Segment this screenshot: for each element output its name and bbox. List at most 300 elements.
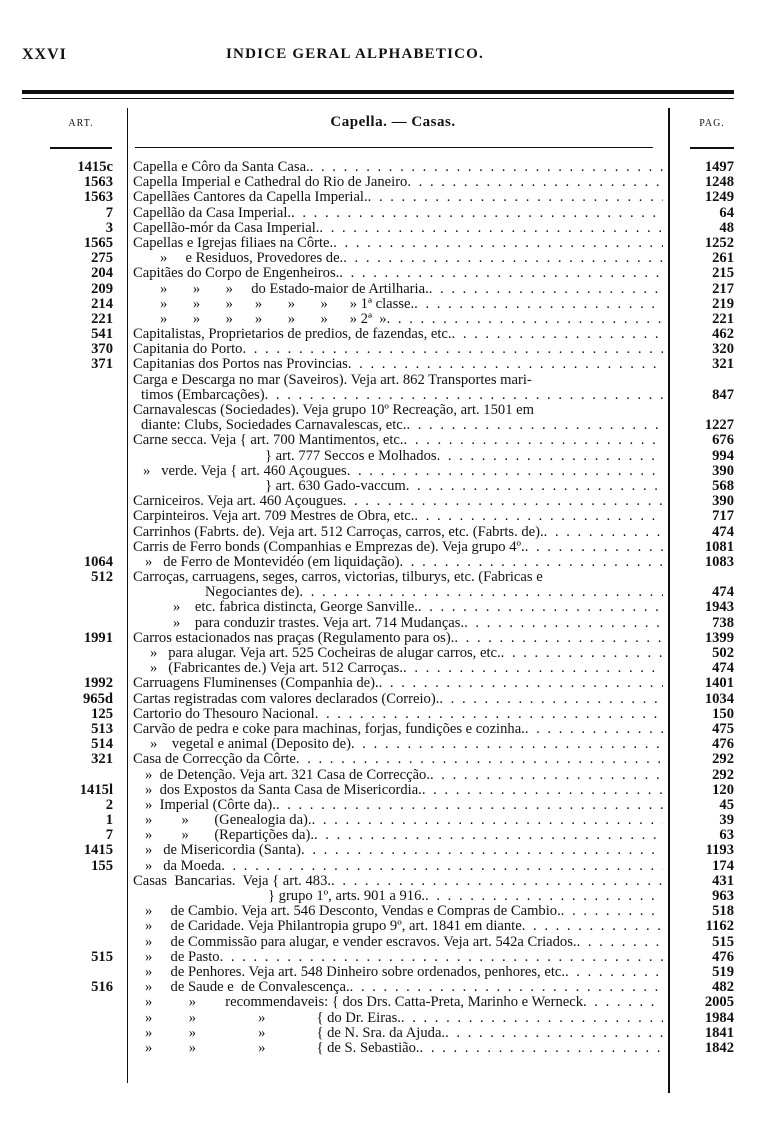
entry-text: } grupo 1º, arts. 901 a 916. — [268, 889, 426, 904]
entry-text-cell — [133, 1041, 663, 1056]
entry-text: » de Detenção. Veja art. 321 Casa de Correcção. — [145, 767, 430, 783]
index-entry — [0, 585, 757, 600]
entry-text-cell — [133, 175, 663, 190]
dot-leader — [429, 282, 663, 297]
entry-text-cell — [133, 570, 663, 585]
dot-leader — [414, 297, 663, 312]
entry-text-cell — [133, 980, 663, 995]
page-number: 390 — [712, 462, 734, 479]
entry-text-cell — [133, 509, 663, 524]
entry-text-cell — [133, 418, 663, 433]
dot-leader — [403, 661, 663, 676]
dot-leader — [454, 631, 663, 646]
dot-leader — [312, 813, 663, 828]
page-number: 292 — [712, 751, 734, 768]
entry-text-cell — [133, 282, 663, 297]
page-number: 219 — [712, 295, 734, 312]
entry-text-cell — [133, 342, 663, 357]
index-entry — [0, 433, 757, 448]
entry-text-cell — [133, 859, 663, 874]
entry-text-cell — [133, 950, 663, 965]
dot-leader — [333, 236, 663, 251]
page-number: 738 — [712, 614, 734, 631]
page-number: 261 — [712, 250, 734, 267]
entry-text: Capitães do Corpo de Engenheiros. — [133, 266, 340, 282]
entry-text: » Imperial (Côrte da). — [145, 797, 276, 813]
dot-leader — [439, 692, 663, 707]
article-number: 204 — [91, 265, 113, 282]
dot-leader — [379, 676, 663, 691]
running-title: INDICE GERAL ALPHABETICO. — [226, 46, 484, 62]
dot-leader — [343, 251, 663, 266]
entry-text-cell — [133, 874, 663, 889]
page-number: 320 — [712, 341, 734, 358]
page-number: 1401 — [704, 675, 734, 692]
entry-text: Capellão da Casa Imperial. — [133, 205, 292, 221]
entry-text-cell — [133, 449, 663, 464]
index-entry — [0, 1011, 757, 1026]
page-number: 2005 — [704, 994, 734, 1011]
entry-text-cell — [133, 600, 663, 615]
index-entry — [0, 479, 757, 494]
entry-text: Capitalistas, Proprietarios de predios, de fazendas, etc. — [133, 327, 452, 343]
entry-text-cell — [133, 297, 663, 312]
entry-text-cell — [133, 373, 663, 388]
index-entry — [0, 418, 757, 433]
entry-text: » de Cambio. Veja art. 546 Desconto, Vendas e Compras de Cambio. — [145, 904, 561, 920]
entry-text: » » (Repartições da). — [145, 828, 314, 844]
index-entry — [0, 266, 757, 281]
entry-text-cell — [133, 813, 663, 828]
entry-text: Carvão de pedra e coke para machinas, forjas, fundições e cozinha. — [133, 721, 525, 737]
page-number: 48 — [719, 219, 734, 236]
entry-text-cell — [133, 251, 663, 266]
page-number: 994 — [712, 447, 734, 464]
pag-underline — [690, 147, 734, 149]
index-entry — [0, 464, 757, 479]
entry-text-cell — [133, 206, 663, 221]
article-number: 1992 — [83, 675, 113, 692]
index-entry — [0, 175, 757, 190]
page-number: 1081 — [704, 538, 734, 555]
dot-leader — [276, 798, 663, 813]
entry-text: Carnavalescas (Sociedades). Veja grupo 10º Recreação, art. 1501 em — [133, 403, 534, 418]
index-entry — [0, 980, 757, 995]
dot-leader — [464, 616, 663, 631]
index-entry — [0, 251, 757, 266]
entry-text: » (Fabricantes de.) Veja art. 512 Carroças. — [150, 661, 404, 677]
dot-leader — [414, 509, 663, 524]
entry-text: » de Penhores. Veja art. 548 Dinheiro sobre ordenados, penhores, etc. — [145, 964, 565, 980]
page-number: 515 — [712, 933, 734, 950]
page-number: 474 — [712, 523, 734, 540]
article-number: 275 — [91, 250, 113, 267]
entry-text: » » » » » » » 1ª classe. — [160, 296, 415, 312]
dot-leader — [296, 752, 663, 767]
index-entry — [0, 813, 757, 828]
index-entry — [0, 221, 757, 236]
dot-leader — [418, 600, 663, 615]
entry-text: » » » { de N. Sra. da Ajuda. — [145, 1025, 446, 1041]
dot-leader — [525, 722, 663, 737]
article-number: 1563 — [83, 174, 113, 191]
entry-text-cell — [133, 616, 663, 631]
index-entry — [0, 874, 757, 889]
page-number: 1943 — [704, 599, 734, 616]
page-number: 847 — [712, 386, 734, 403]
index-entry — [0, 282, 757, 297]
dot-leader — [339, 266, 663, 281]
dot-leader — [265, 388, 663, 403]
index-entry — [0, 616, 757, 631]
page-number: 1984 — [704, 1009, 734, 1026]
entry-text: Carpinteiros. Veja art. 709 Mestres de Obra, etc. — [133, 509, 415, 525]
article-number: 1 — [105, 812, 113, 829]
entry-text-cell — [133, 707, 663, 722]
index-entry — [0, 859, 757, 874]
page-number: 676 — [712, 432, 734, 449]
entry-text-cell — [133, 935, 663, 950]
entry-text-cell — [133, 357, 663, 372]
dot-leader — [315, 707, 663, 722]
entry-text: Capellão-mór da Casa Imperial. — [133, 220, 320, 236]
entry-text-cell — [133, 388, 663, 403]
dot-leader — [242, 342, 663, 357]
index-entry — [0, 646, 757, 661]
entry-text: » » » { de S. Sebastião. — [145, 1040, 420, 1056]
index-entry — [0, 297, 757, 312]
index-entry — [0, 1026, 757, 1041]
entry-text: Cartorio do Thesouro Nacional — [133, 706, 315, 722]
entry-text: Carros estacionados nas praças (Regulamento para os). — [133, 630, 455, 646]
entry-text-cell — [133, 768, 663, 783]
page-number: 1399 — [704, 629, 734, 646]
index-entry — [0, 661, 757, 676]
entry-text-cell — [133, 236, 663, 251]
entry-text: » dos Expostos da Santa Casa de Misericordia. — [145, 782, 422, 798]
page-number: 292 — [712, 766, 734, 783]
entry-text: » etc. fabrica distincta, George Sanville. — [173, 600, 418, 616]
page-number: 174 — [712, 857, 734, 874]
entry-text: » de Caridade. Veja Philantropia grupo 9º, art. 1841 em diante — [145, 919, 522, 935]
index-entry — [0, 904, 757, 919]
article-number: 155 — [91, 857, 113, 874]
entry-text: Casas Bancarias. Veja { art. 483. — [133, 873, 332, 889]
index-entry — [0, 768, 757, 783]
page-number: 1248 — [704, 174, 734, 191]
entry-text-cell — [133, 525, 663, 540]
art-underline — [50, 147, 112, 149]
index-entry — [0, 828, 757, 843]
dot-leader — [401, 1011, 663, 1026]
entry-text: Carga e Descarga no mar (Saveiros). Veja art. 862 Transportes mari- — [133, 372, 532, 388]
entry-text: » para alugar. Veja art. 525 Cocheiras de alugar carros, etc. — [150, 646, 501, 661]
index-entry — [0, 525, 757, 540]
entry-text: Carrinhos (Fabrts. de). Veja art. 512 Carroças, carros, etc. (Fabrts. de). — [133, 524, 544, 540]
entry-text: » de Saude e de Convalescença. — [145, 980, 350, 996]
dot-leader — [319, 221, 663, 236]
page-number: 1252 — [704, 234, 734, 251]
index-entry — [0, 631, 757, 646]
entry-text: Capella Imperial e Cathedral do Rio de Janeiro — [133, 175, 408, 191]
entry-text-cell — [133, 737, 663, 752]
dot-leader — [368, 190, 663, 205]
entry-text-cell — [133, 631, 663, 646]
section-underline — [135, 147, 653, 148]
entry-text-cell — [133, 995, 663, 1010]
index-entry — [0, 707, 757, 722]
entry-text: » » » » » » » 2ª » — [160, 311, 387, 327]
page-number: 476 — [712, 948, 734, 965]
page-number: 1083 — [704, 553, 734, 570]
article-number: 7 — [105, 204, 113, 221]
dot-leader — [221, 859, 663, 874]
dot-leader — [420, 1041, 663, 1056]
entry-text: Negociantes de) — [205, 585, 300, 601]
index-entry — [0, 935, 757, 950]
entry-text: Carniceiros. Veja art. 460 Açougues — [133, 494, 343, 510]
entry-text: » » (Genealogia da). — [145, 813, 312, 829]
page-number: 215 — [712, 265, 734, 282]
entry-text-cell — [133, 828, 663, 843]
entry-text-cell — [133, 464, 663, 479]
article-number: 515 — [91, 948, 113, 965]
entry-text: diante: Clubs, Sociedades Carnavalescas, etc. — [141, 418, 407, 434]
dot-leader — [387, 312, 663, 327]
entry-text: Capitania do Porto — [133, 342, 243, 358]
index-entry — [0, 190, 757, 205]
entry-text-cell — [133, 190, 663, 205]
dot-leader — [407, 175, 663, 190]
index-entry — [0, 312, 757, 327]
entry-text-cell — [133, 843, 663, 858]
entry-text-cell — [133, 752, 663, 767]
entry-text: Capitanias dos Portos nas Provincias — [133, 357, 348, 373]
page-number: 1162 — [705, 918, 734, 935]
dot-leader — [347, 464, 663, 479]
index-entry — [0, 965, 757, 980]
article-number: 1991 — [83, 629, 113, 646]
dot-leader — [406, 479, 663, 494]
dot-leader — [422, 783, 663, 798]
index-entry — [0, 357, 757, 372]
entry-text-cell — [133, 661, 663, 676]
entry-text-cell — [133, 676, 663, 691]
entry-text: » e Residuos, Provedores de. — [160, 251, 344, 267]
index-entries — [0, 160, 757, 1056]
index-entry — [0, 403, 757, 418]
dot-leader — [299, 585, 663, 600]
page-number: 475 — [712, 720, 734, 737]
entry-text-cell — [133, 919, 663, 934]
entry-text: Capellas e Igrejas filiaes na Côrte. — [133, 235, 334, 251]
entry-text: Capella e Côro da Santa Casa. — [133, 160, 310, 175]
article-number: 3 — [105, 219, 113, 236]
article-number: 1563 — [83, 189, 113, 206]
entry-text-cell — [133, 798, 663, 813]
entry-text-cell — [133, 1011, 663, 1026]
entry-text-cell — [133, 221, 663, 236]
article-number: 514 — [91, 736, 113, 753]
article-number: 370 — [91, 341, 113, 358]
dot-leader — [350, 980, 663, 995]
page-number: 474 — [712, 660, 734, 677]
entry-text: Carne secca. Veja { art. 700 Mantimentos, etc. — [133, 433, 404, 449]
dot-leader — [565, 965, 663, 980]
header-rule-thin — [22, 98, 734, 99]
entry-text-cell — [133, 692, 663, 707]
index-entry — [0, 737, 757, 752]
article-number: 209 — [91, 280, 113, 297]
page-number: 217 — [712, 280, 734, 297]
index-entry — [0, 388, 757, 403]
dot-leader — [220, 950, 663, 965]
page-number: 1034 — [704, 690, 734, 707]
article-number: 541 — [91, 326, 113, 343]
header-rule-thick — [22, 90, 734, 94]
dot-leader — [561, 904, 663, 919]
entry-text-cell — [133, 479, 663, 494]
dot-leader — [404, 433, 663, 448]
page-number: 1497 — [704, 159, 734, 175]
page-number: 150 — [712, 705, 734, 722]
page-number: 64 — [719, 204, 734, 221]
dot-leader — [348, 357, 663, 372]
article-number: 1415 — [83, 842, 113, 859]
index-entry — [0, 798, 757, 813]
article-number: 512 — [91, 569, 113, 586]
index-entry — [0, 160, 757, 175]
entry-text-cell — [133, 722, 663, 737]
article-number: 371 — [91, 356, 113, 373]
entry-text: » » recommendaveis: { dos Drs. Catta-Preta, Marinho e Werneck — [145, 995, 583, 1011]
entry-text: » da Moeda — [145, 858, 222, 874]
index-entry — [0, 722, 757, 737]
dot-leader — [343, 494, 663, 509]
page-number: 502 — [712, 645, 734, 661]
dot-leader — [445, 1026, 663, 1041]
entry-text-cell — [133, 783, 663, 798]
dot-leader — [452, 327, 663, 342]
index-entry — [0, 752, 757, 767]
dot-leader — [310, 160, 663, 175]
page-number: 568 — [712, 477, 734, 494]
entry-text: Carroças, carruagens, seges, carros, victorias, tilburys, etc. (Fabricas e — [133, 570, 543, 586]
dot-leader — [525, 540, 663, 555]
article-number: 1415c — [77, 159, 113, 175]
page-number: 1227 — [704, 417, 734, 434]
page-number: 39 — [719, 812, 734, 829]
page-number: 717 — [712, 508, 734, 525]
entry-text: » verde. Veja { art. 460 Açougues — [143, 463, 347, 479]
dot-leader — [425, 889, 663, 904]
entry-text-cell — [133, 1026, 663, 1041]
page-number: 321 — [712, 356, 734, 373]
article-number: 7 — [105, 827, 113, 844]
dot-leader — [331, 874, 663, 889]
page-number: 963 — [712, 888, 734, 904]
article-number: 321 — [91, 751, 113, 768]
page-number: 1842 — [704, 1039, 734, 1056]
article-number: 513 — [91, 720, 113, 737]
entry-text: } art. 777 Seccos e Molhados — [265, 448, 437, 464]
index-entry — [0, 373, 757, 388]
page-number: 1841 — [704, 1024, 734, 1041]
dot-leader — [351, 737, 663, 752]
entry-text: Carris de Ferro bonds (Companhias e Emprezas de). Veja grupo 4º. — [133, 539, 525, 555]
page-number: 45 — [719, 796, 734, 813]
page-number: 462 — [712, 326, 734, 343]
entry-text: Carruagens Fluminenses (Companhia de). — [133, 676, 379, 692]
article-number: 1064 — [83, 553, 113, 570]
entry-text-cell — [133, 327, 663, 342]
entry-text: » de Pasto — [145, 949, 220, 965]
dot-leader — [437, 449, 663, 464]
entry-text-cell — [133, 494, 663, 509]
article-number: 516 — [91, 979, 113, 996]
index-entry — [0, 676, 757, 691]
column-header-art: ART. — [68, 118, 94, 129]
index-entry — [0, 889, 757, 904]
entry-text: Cartas registradas com valores declarados (Correio). — [133, 691, 440, 707]
page-number: 482 — [712, 979, 734, 996]
dot-leader — [501, 646, 663, 661]
index-entry — [0, 692, 757, 707]
column-header-pag: PAG. — [699, 118, 725, 129]
entry-text: Capellães Cantores da Capella Imperial. — [133, 190, 368, 206]
section-heading: Capella. — Casas. — [330, 114, 456, 130]
entry-text: » » » { do Dr. Eiras. — [145, 1010, 401, 1026]
entry-text: » para conduzir trastes. Veja art. 714 Mudanças. — [173, 615, 465, 631]
page-number: 518 — [712, 903, 734, 920]
index-entry — [0, 206, 757, 221]
index-entry — [0, 540, 757, 555]
article-number: 965d — [82, 690, 113, 707]
entry-text-cell — [133, 403, 663, 418]
dot-leader — [430, 768, 663, 783]
page-number: 63 — [719, 827, 734, 844]
index-entry — [0, 236, 757, 251]
page-folio: XXVI — [22, 46, 67, 63]
index-entry — [0, 555, 757, 570]
entry-text-cell — [133, 646, 663, 661]
index-entry — [0, 1041, 757, 1056]
page-number: 120 — [712, 781, 734, 798]
entry-text-cell — [133, 555, 663, 570]
article-number: 1565 — [83, 234, 113, 251]
entry-text: » vegetal e animal (Deposito de) — [150, 737, 351, 753]
article-number: 1415l — [79, 781, 113, 798]
dot-leader — [544, 525, 663, 540]
entry-text: } art. 630 Gado-vaccum — [265, 478, 406, 494]
entry-text: » » » do Estado-maior de Artilharia. — [160, 281, 429, 297]
entry-text: » de Misericordia (Santa) — [145, 843, 302, 859]
entry-text-cell — [133, 904, 663, 919]
page-number: 221 — [712, 310, 734, 327]
article-number: 2 — [105, 796, 113, 813]
entry-text-cell — [133, 312, 663, 327]
dot-leader — [406, 418, 663, 433]
entry-text: timos (Embarcações) — [141, 387, 265, 403]
entry-text-cell — [133, 585, 663, 600]
page-number: 1249 — [704, 189, 734, 206]
entry-text: Casa de Correcção da Côrte — [133, 752, 296, 768]
index-entry — [0, 919, 757, 934]
dot-leader — [314, 828, 663, 843]
entry-text: » de Ferro de Montevidéo (em liquidação) — [145, 554, 400, 570]
dot-leader — [577, 935, 663, 950]
index-entry — [0, 950, 757, 965]
